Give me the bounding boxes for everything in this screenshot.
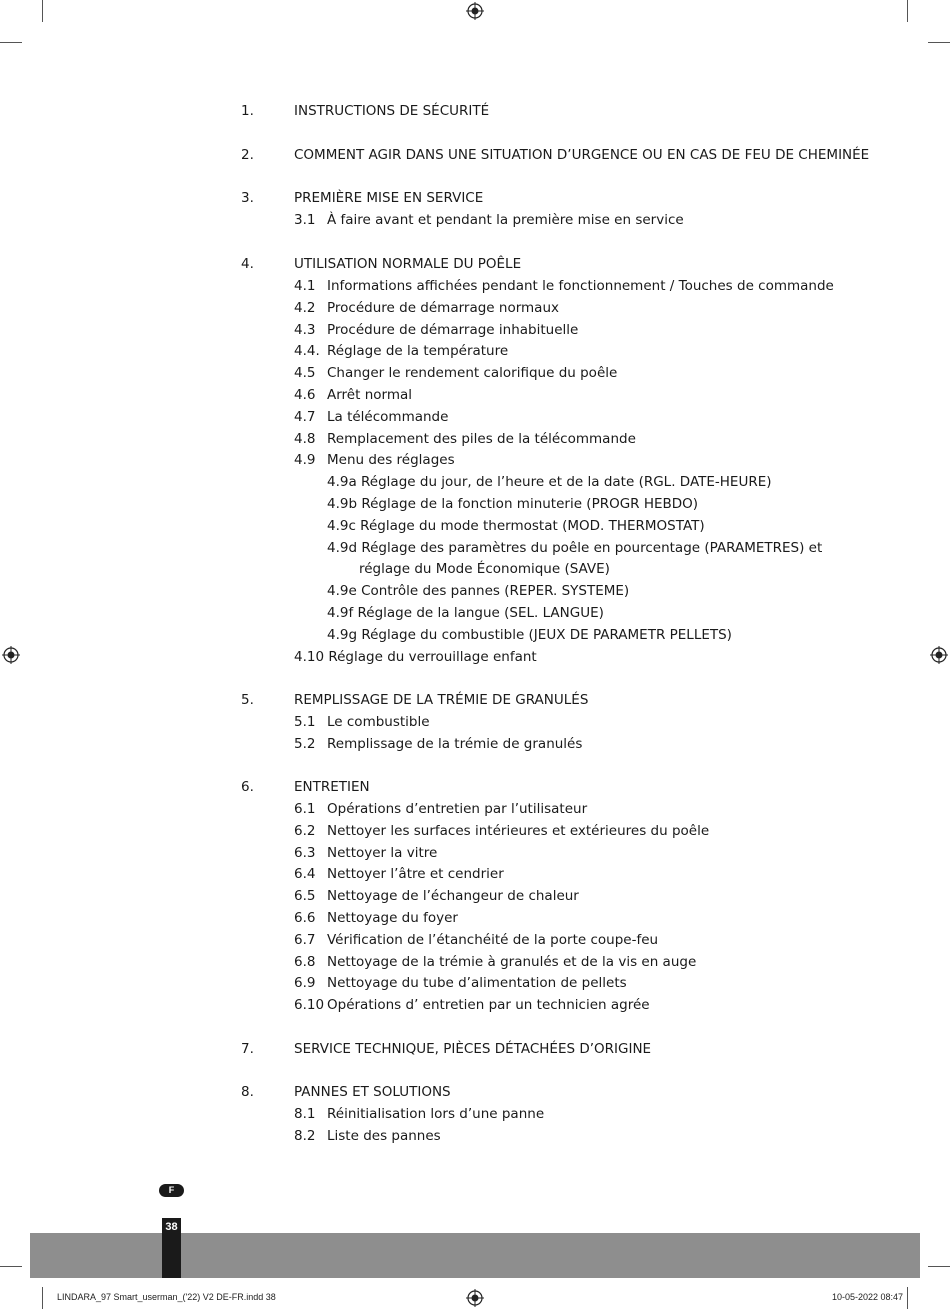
toc-item-text: Nettoyage du foyer [327,910,458,926]
toc-item-text: Liste des pannes [327,1128,441,1144]
registration-mark-icon [2,646,20,664]
registration-mark-icon [930,646,948,664]
crop-mark-bottom-right-v [907,1287,908,1309]
toc-item-number: 8.1 [294,1106,316,1122]
registration-mark-icon [466,1289,484,1307]
toc-subitem-text: 4.9d Réglage des paramètres du poêle en pourcentage (PARAMETRES) et [327,540,823,556]
toc-subitem-text: 4.9c Réglage du mode thermostat (MOD. THERMOSTAT) [327,518,705,534]
toc-item-number: 5.1 [294,714,316,730]
registration-mark-icon [466,2,484,20]
toc-section-title: SERVICE TECHNIQUE, PIÈCES DÉTACHÉES D’ORIGINE [294,1041,652,1057]
toc-section-number: 3. [241,190,254,206]
toc-item-text: Procédure de démarrage inhabituelle [327,322,579,338]
toc-item-text: Opérations d’ entretien par un technicien agrée [327,997,650,1013]
toc-subitem-text: 4.9e Contrôle des pannes (REPER. SYSTEME) [327,583,630,599]
toc-item-number: 4.2 [294,300,316,316]
toc-section-title: PANNES ET SOLUTIONS [294,1084,451,1100]
toc-item-text: Opérations d’entretien par l’utilisateur [327,801,588,817]
crop-mark-bottom-left-v [42,1287,43,1309]
toc-item-number: 6.4 [294,866,316,882]
crop-mark-bottom-left-h [0,1266,22,1267]
toc-item-text: À faire avant et pendant la première mise en service [327,212,684,228]
crop-mark-top-right-v [907,0,908,22]
toc-item-number: 4.8 [294,431,316,447]
print-slug-filename: LINDARA_97 Smart_userman_('22) V2 DE-FR.indd 38 [57,1292,276,1302]
crop-mark-top-right-h [928,42,950,43]
toc-section-title: UTILISATION NORMALE DU POÊLE [294,256,522,272]
toc-item-number: 6.9 [294,975,316,991]
toc-item-number: 6.3 [294,845,316,861]
toc-section-number: 1. [241,103,254,119]
toc-item-number: 6.2 [294,823,316,839]
toc-item-number: 6.8 [294,954,316,970]
crop-mark-top-left-h [0,42,22,43]
toc-section-number: 8. [241,1084,254,1100]
toc-item-text: Vérification de l’étanchéité de la porte coupe-feu [327,932,659,948]
toc-item-number: 4.6 [294,387,316,403]
toc-item-text: Réinitialisation lors d’une panne [327,1106,545,1122]
toc-item-text: Remplissage de la trémie de granulés [327,736,583,752]
crop-mark-top-left-v [42,0,43,22]
toc-item-text: Nettoyer l’âtre et cendrier [327,866,504,882]
toc-item-number: 4.5 [294,365,316,381]
toc-item-number: 6.6 [294,910,316,926]
toc-section-title: COMMENT AGIR DANS UNE SITUATION D’URGENCE OU EN CAS DE FEU DE CHEMINÉE [294,147,870,163]
page-number: 38 [165,1221,178,1233]
toc-section-number: 2. [241,147,254,163]
toc-section-number: 5. [241,692,254,708]
toc-item-number: 5.2 [294,736,316,752]
toc-item-text: Nettoyage de l’échangeur de chaleur [327,888,579,904]
toc-subitem-text: 4.9f Réglage de la langue (SEL. LANGUE) [327,605,604,621]
toc-item-number: 4.9 [294,452,316,468]
toc-item-number: 4.7 [294,409,316,425]
toc-item-number: 4.1 [294,278,316,294]
toc-section-title: PREMIÈRE MISE EN SERVICE [294,190,484,206]
toc-subitem-continuation-text: réglage du Mode Économique (SAVE) [359,561,610,577]
toc-item-number: 6.10 [294,997,325,1013]
toc-section-number: 6. [241,779,254,795]
toc-item-text: Nettoyage du tube d’alimentation de pellets [327,975,627,991]
toc-item-number: 6.7 [294,932,316,948]
toc-item-text: Nettoyer la vitre [327,845,438,861]
toc-item-number: 3.1 [294,212,316,228]
toc-item-text: Changer le rendement calorifique du poêle [327,365,618,381]
toc-item-number: 4.4. [294,343,320,359]
toc-section-title: ENTRETIEN [294,779,370,795]
toc-item-text: Remplacement des piles de la télécommande [327,431,636,447]
toc-item-number: 8.2 [294,1128,316,1144]
toc-item-text: Procédure de démarrage normaux [327,300,559,316]
toc-section-title: INSTRUCTIONS DE SÉCURITÉ [294,103,490,119]
toc-subitem-text: 4.9b Réglage de la fonction minuterie (PROGR HEBDO) [327,496,699,512]
toc-item-text: La télécommande [327,409,449,425]
toc-item-text: Nettoyage de la trémie à granulés et de la vis en auge [327,954,697,970]
toc-item-text: 4.10 Réglage du verrouillage enfant [294,649,537,665]
toc-item-number: 6.1 [294,801,316,817]
toc-item-text: Réglage de la température [327,343,509,359]
toc-section-number: 4. [241,256,254,272]
language-badge: F [159,1184,184,1197]
toc-section-title: REMPLISSAGE DE LA TRÉMIE DE GRANULÉS [294,692,589,708]
print-slug-datetime: 10-05-2022 08:47 [831,1292,903,1302]
toc-section-number: 7. [241,1041,254,1057]
toc-item-number: 6.5 [294,888,316,904]
toc-item-text: Arrêt normal [327,387,412,403]
toc-item-text: Le combustible [327,714,430,730]
toc-subitem-text: 4.9g Réglage du combustible (JEUX DE PARAMETR PELLETS) [327,627,732,643]
crop-mark-bottom-right-h [928,1266,950,1267]
toc-item-number: 4.3 [294,322,316,338]
toc-subitem-text: 4.9a Réglage du jour, de l’heure et de la date (RGL. DATE-HEURE) [327,474,772,490]
toc-item-text: Nettoyer les surfaces intérieures et extérieures du poêle [327,823,710,839]
toc-item-text: Informations affichées pendant le fonctionnement / Touches de commande [327,278,834,294]
toc-item-text: Menu des réglages [327,452,455,468]
